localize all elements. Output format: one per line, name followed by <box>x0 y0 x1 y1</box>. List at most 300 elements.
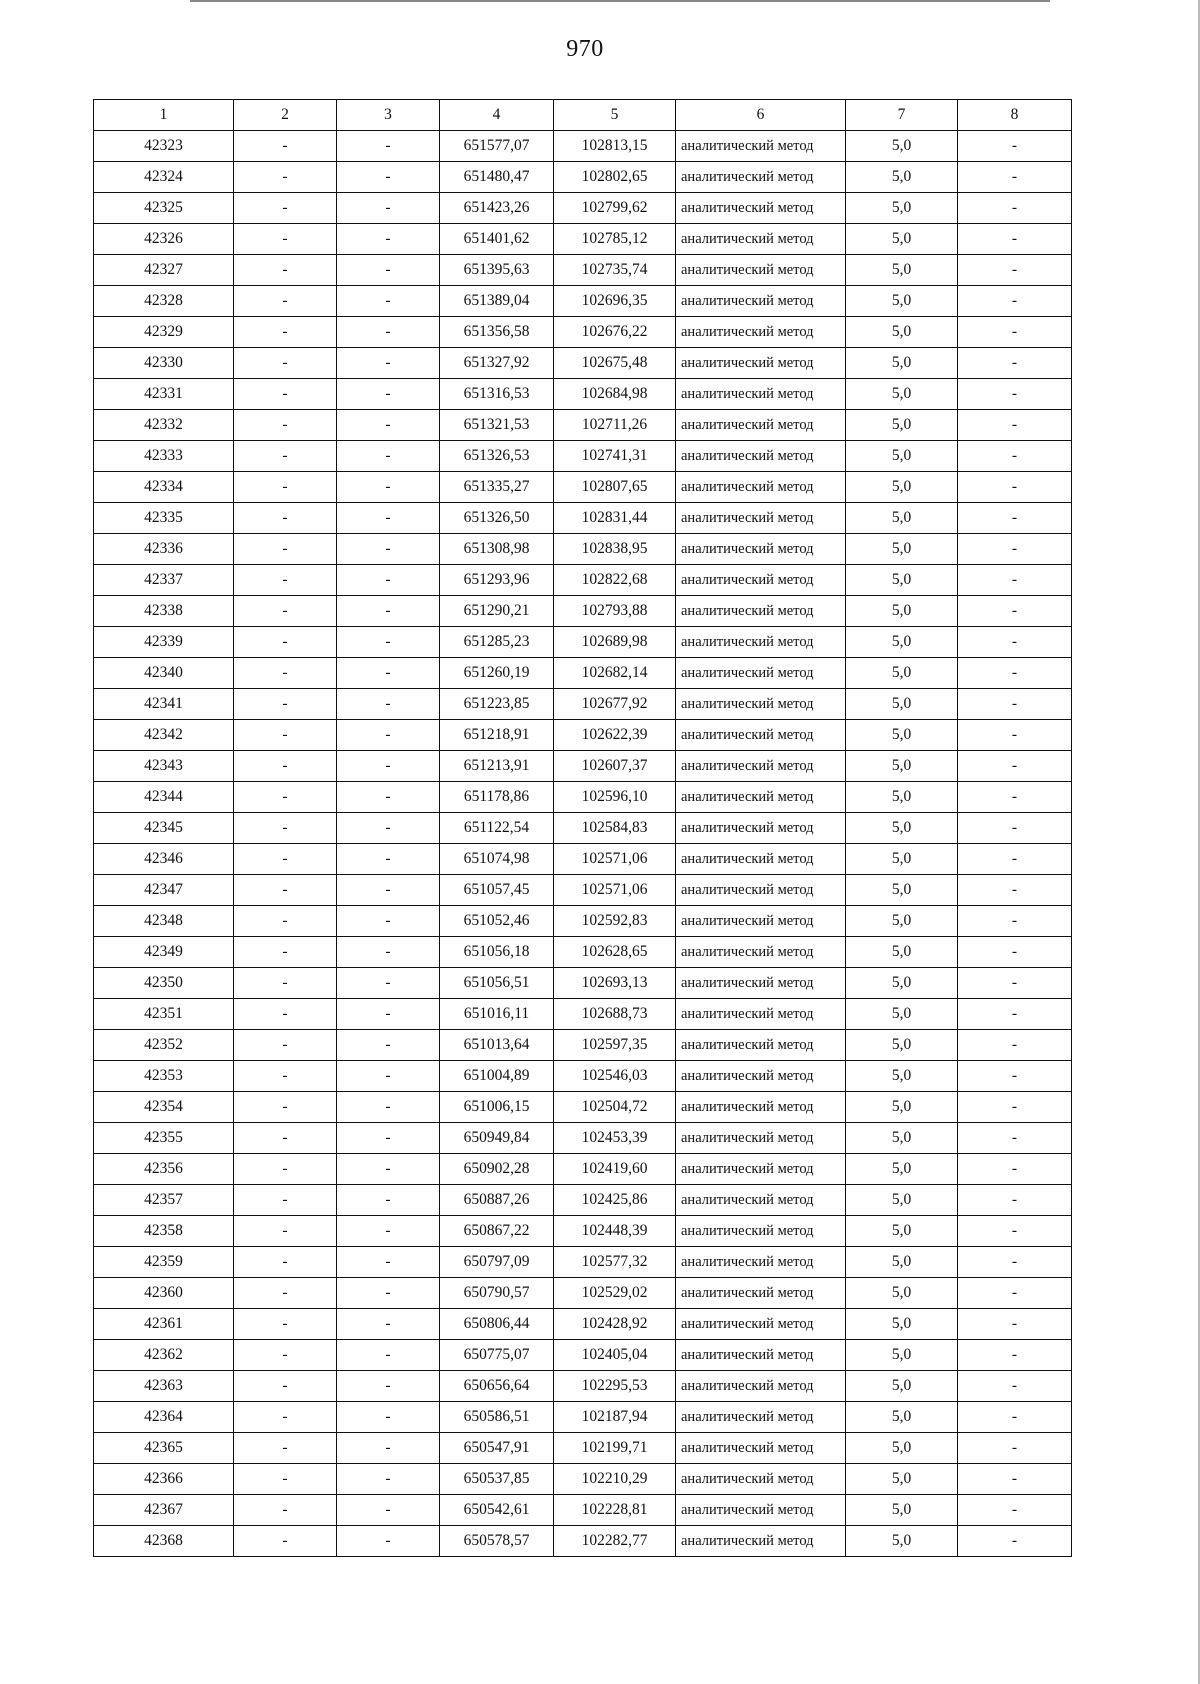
table-row <box>94 1216 1072 1247</box>
cell-coord-y: 102677,92 <box>554 689 676 720</box>
cell-col-8-value: - <box>958 534 1072 565</box>
cell-col-8-value: - <box>958 596 1072 627</box>
cell-col-2-value: - <box>234 1216 337 1247</box>
cell-accuracy: 5,0 <box>846 255 958 286</box>
cell-coord-y: 102419,60 <box>554 1154 676 1185</box>
table-row <box>94 162 1072 193</box>
cell-point-number: 42344 <box>94 782 234 813</box>
cell-accuracy: 5,0 <box>846 348 958 379</box>
table-row <box>94 1371 1072 1402</box>
cell-col-8-value: - <box>958 1092 1072 1123</box>
cell-accuracy: 5,0 <box>846 596 958 627</box>
cell-accuracy: 5,0 <box>846 1495 958 1526</box>
cell-point-number: 42353 <box>94 1061 234 1092</box>
cell-point-number: 42340 <box>94 658 234 689</box>
cell-coord-y: 102785,12 <box>554 224 676 255</box>
cell-col-8-value: - <box>958 720 1072 751</box>
cell-col-2-value: - <box>234 1402 337 1433</box>
table-row <box>94 286 1072 317</box>
cell-coord-x: 651327,92 <box>440 348 554 379</box>
cell-coord-x: 651285,23 <box>440 627 554 658</box>
cell-method: аналитический метод <box>676 286 846 317</box>
cell-point-number: 42346 <box>94 844 234 875</box>
cell-col-3-value: - <box>337 999 440 1030</box>
cell-coord-x: 651308,98 <box>440 534 554 565</box>
cell-coord-x: 650542,61 <box>440 1495 554 1526</box>
cell-method: аналитический метод <box>676 1309 846 1340</box>
cell-col-8-value: - <box>958 844 1072 875</box>
cell-method: аналитический метод <box>676 751 846 782</box>
column-header: 4 <box>440 100 554 131</box>
cell-col-3-value: - <box>337 937 440 968</box>
cell-coord-x: 651013,64 <box>440 1030 554 1061</box>
cell-accuracy: 5,0 <box>846 937 958 968</box>
cell-col-3-value: - <box>337 1309 440 1340</box>
cell-col-3-value: - <box>337 1495 440 1526</box>
table-row <box>94 441 1072 472</box>
cell-col-3-value: - <box>337 968 440 999</box>
cell-col-3-value: - <box>337 813 440 844</box>
cell-accuracy: 5,0 <box>846 1464 958 1495</box>
table-row <box>94 1433 1072 1464</box>
cell-coord-y: 102405,04 <box>554 1340 676 1371</box>
cell-method: аналитический метод <box>676 1030 846 1061</box>
cell-coord-x: 651395,63 <box>440 255 554 286</box>
cell-point-number: 42324 <box>94 162 234 193</box>
cell-col-3-value: - <box>337 162 440 193</box>
coordinates-table <box>93 99 1072 1557</box>
cell-point-number: 42354 <box>94 1092 234 1123</box>
cell-coord-y: 102228,81 <box>554 1495 676 1526</box>
cell-accuracy: 5,0 <box>846 472 958 503</box>
cell-coord-x: 651577,07 <box>440 131 554 162</box>
cell-coord-y: 102453,39 <box>554 1123 676 1154</box>
cell-point-number: 42332 <box>94 410 234 441</box>
cell-accuracy: 5,0 <box>846 968 958 999</box>
cell-method: аналитический метод <box>676 1340 846 1371</box>
cell-coord-x: 651335,27 <box>440 472 554 503</box>
column-header: 6 <box>676 100 846 131</box>
cell-point-number: 42358 <box>94 1216 234 1247</box>
cell-coord-x: 651321,53 <box>440 410 554 441</box>
cell-col-2-value: - <box>234 596 337 627</box>
cell-col-3-value: - <box>337 1278 440 1309</box>
cell-method: аналитический метод <box>676 162 846 193</box>
cell-method: аналитический метод <box>676 1247 846 1278</box>
cell-accuracy: 5,0 <box>846 720 958 751</box>
cell-col-3-value: - <box>337 348 440 379</box>
cell-col-2-value: - <box>234 658 337 689</box>
cell-col-2-value: - <box>234 1185 337 1216</box>
cell-coord-x: 650790,57 <box>440 1278 554 1309</box>
cell-accuracy: 5,0 <box>846 193 958 224</box>
cell-coord-x: 651480,47 <box>440 162 554 193</box>
cell-point-number: 42361 <box>94 1309 234 1340</box>
cell-col-8-value: - <box>958 472 1072 503</box>
column-header: 1 <box>94 100 234 131</box>
cell-col-3-value: - <box>337 379 440 410</box>
cell-col-3-value: - <box>337 193 440 224</box>
cell-col-2-value: - <box>234 844 337 875</box>
cell-coord-x: 650775,07 <box>440 1340 554 1371</box>
cell-method: аналитический метод <box>676 441 846 472</box>
cell-method: аналитический метод <box>676 317 846 348</box>
cell-coord-x: 651057,45 <box>440 875 554 906</box>
table-row <box>94 1309 1072 1340</box>
cell-coord-y: 102813,15 <box>554 131 676 162</box>
cell-col-2-value: - <box>234 441 337 472</box>
cell-method: аналитический метод <box>676 255 846 286</box>
cell-accuracy: 5,0 <box>846 1061 958 1092</box>
cell-coord-x: 651218,91 <box>440 720 554 751</box>
table-row <box>94 1123 1072 1154</box>
cell-coord-x: 651316,53 <box>440 379 554 410</box>
cell-col-2-value: - <box>234 1061 337 1092</box>
cell-col-3-value: - <box>337 1402 440 1433</box>
cell-col-2-value: - <box>234 906 337 937</box>
cell-col-2-value: - <box>234 1278 337 1309</box>
cell-accuracy: 5,0 <box>846 844 958 875</box>
cell-accuracy: 5,0 <box>846 1402 958 1433</box>
table-row <box>94 224 1072 255</box>
cell-coord-x: 651004,89 <box>440 1061 554 1092</box>
cell-coord-y: 102822,68 <box>554 565 676 596</box>
cell-col-8-value: - <box>958 1154 1072 1185</box>
cell-col-2-value: - <box>234 968 337 999</box>
cell-col-3-value: - <box>337 1030 440 1061</box>
cell-method: аналитический метод <box>676 1278 846 1309</box>
column-header: 3 <box>337 100 440 131</box>
table-row <box>94 999 1072 1030</box>
table-row <box>94 1030 1072 1061</box>
cell-point-number: 42347 <box>94 875 234 906</box>
cell-col-3-value: - <box>337 1433 440 1464</box>
cell-col-8-value: - <box>958 1309 1072 1340</box>
cell-accuracy: 5,0 <box>846 224 958 255</box>
cell-method: аналитический метод <box>676 1433 846 1464</box>
cell-col-3-value: - <box>337 534 440 565</box>
cell-method: аналитический метод <box>676 1061 846 1092</box>
table-row <box>94 1092 1072 1123</box>
cell-col-2-value: - <box>234 317 337 348</box>
cell-col-8-value: - <box>958 875 1072 906</box>
cell-method: аналитический метод <box>676 503 846 534</box>
cell-accuracy: 5,0 <box>846 906 958 937</box>
cell-coord-y: 102676,22 <box>554 317 676 348</box>
cell-coord-x: 651052,46 <box>440 906 554 937</box>
cell-coord-y: 102295,53 <box>554 1371 676 1402</box>
cell-accuracy: 5,0 <box>846 317 958 348</box>
cell-col-2-value: - <box>234 1340 337 1371</box>
cell-col-2-value: - <box>234 348 337 379</box>
cell-col-2-value: - <box>234 937 337 968</box>
cell-col-8-value: - <box>958 1433 1072 1464</box>
cell-col-2-value: - <box>234 782 337 813</box>
page-number: 970 <box>566 36 604 62</box>
coordinates-table-container <box>93 99 1071 1557</box>
cell-accuracy: 5,0 <box>846 565 958 596</box>
column-header: 2 <box>234 100 337 131</box>
cell-col-8-value: - <box>958 379 1072 410</box>
cell-method: аналитический метод <box>676 1154 846 1185</box>
cell-coord-x: 651056,18 <box>440 937 554 968</box>
cell-coord-y: 102210,29 <box>554 1464 676 1495</box>
table-row <box>94 1526 1072 1557</box>
cell-method: аналитический метод <box>676 193 846 224</box>
cell-coord-x: 651056,51 <box>440 968 554 999</box>
cell-col-2-value: - <box>234 875 337 906</box>
cell-method: аналитический метод <box>676 906 846 937</box>
cell-accuracy: 5,0 <box>846 1371 958 1402</box>
cell-col-3-value: - <box>337 1247 440 1278</box>
cell-point-number: 42323 <box>94 131 234 162</box>
cell-coord-x: 651401,62 <box>440 224 554 255</box>
cell-coord-y: 102628,65 <box>554 937 676 968</box>
cell-accuracy: 5,0 <box>846 441 958 472</box>
cell-accuracy: 5,0 <box>846 1340 958 1371</box>
cell-point-number: 42342 <box>94 720 234 751</box>
table-row <box>94 782 1072 813</box>
cell-col-8-value: - <box>958 658 1072 689</box>
cell-coord-x: 650586,51 <box>440 1402 554 1433</box>
table-row <box>94 1464 1072 1495</box>
cell-point-number: 42338 <box>94 596 234 627</box>
table-row <box>94 503 1072 534</box>
cell-coord-y: 102696,35 <box>554 286 676 317</box>
table-row <box>94 596 1072 627</box>
cell-col-8-value: - <box>958 627 1072 658</box>
cell-method: аналитический метод <box>676 782 846 813</box>
cell-col-8-value: - <box>958 565 1072 596</box>
cell-point-number: 42363 <box>94 1371 234 1402</box>
cell-col-8-value: - <box>958 906 1072 937</box>
cell-coord-x: 650902,28 <box>440 1154 554 1185</box>
cell-col-3-value: - <box>337 317 440 348</box>
cell-col-3-value: - <box>337 410 440 441</box>
cell-method: аналитический метод <box>676 658 846 689</box>
cell-col-2-value: - <box>234 131 337 162</box>
column-header: 7 <box>846 100 958 131</box>
cell-accuracy: 5,0 <box>846 689 958 720</box>
cell-col-3-value: - <box>337 751 440 782</box>
table-row <box>94 565 1072 596</box>
cell-coord-y: 102807,65 <box>554 472 676 503</box>
cell-col-3-value: - <box>337 503 440 534</box>
cell-coord-y: 102187,94 <box>554 1402 676 1433</box>
cell-coord-x: 651293,96 <box>440 565 554 596</box>
cell-coord-y: 102571,06 <box>554 844 676 875</box>
cell-col-8-value: - <box>958 1030 1072 1061</box>
cell-col-2-value: - <box>234 1526 337 1557</box>
cell-accuracy: 5,0 <box>846 1526 958 1557</box>
cell-point-number: 42360 <box>94 1278 234 1309</box>
cell-col-3-value: - <box>337 875 440 906</box>
table-row <box>94 193 1072 224</box>
table-header-row <box>94 100 1072 131</box>
cell-col-3-value: - <box>337 472 440 503</box>
cell-coord-y: 102688,73 <box>554 999 676 1030</box>
cell-coord-x: 651389,04 <box>440 286 554 317</box>
cell-coord-x: 651326,53 <box>440 441 554 472</box>
cell-accuracy: 5,0 <box>846 875 958 906</box>
cell-coord-y: 102684,98 <box>554 379 676 410</box>
cell-col-2-value: - <box>234 751 337 782</box>
cell-point-number: 42328 <box>94 286 234 317</box>
cell-col-8-value: - <box>958 503 1072 534</box>
cell-col-3-value: - <box>337 627 440 658</box>
cell-point-number: 42350 <box>94 968 234 999</box>
cell-coord-y: 102571,06 <box>554 875 676 906</box>
cell-col-2-value: - <box>234 162 337 193</box>
cell-accuracy: 5,0 <box>846 286 958 317</box>
table-row <box>94 844 1072 875</box>
cell-col-2-value: - <box>234 286 337 317</box>
cell-point-number: 42365 <box>94 1433 234 1464</box>
cell-coord-y: 102802,65 <box>554 162 676 193</box>
cell-col-8-value: - <box>958 937 1072 968</box>
cell-coord-x: 651260,19 <box>440 658 554 689</box>
cell-accuracy: 5,0 <box>846 751 958 782</box>
cell-col-2-value: - <box>234 1371 337 1402</box>
table-row <box>94 348 1072 379</box>
table-row <box>94 410 1072 441</box>
cell-coord-y: 102741,31 <box>554 441 676 472</box>
cell-col-2-value: - <box>234 1030 337 1061</box>
cell-method: аналитический метод <box>676 1092 846 1123</box>
cell-coord-x: 650578,57 <box>440 1526 554 1557</box>
cell-col-3-value: - <box>337 658 440 689</box>
cell-col-2-value: - <box>234 1309 337 1340</box>
cell-accuracy: 5,0 <box>846 1123 958 1154</box>
cell-point-number: 42325 <box>94 193 234 224</box>
cell-coord-x: 650806,44 <box>440 1309 554 1340</box>
cell-col-3-value: - <box>337 1526 440 1557</box>
cell-point-number: 42341 <box>94 689 234 720</box>
cell-coord-y: 102711,26 <box>554 410 676 441</box>
cell-point-number: 42330 <box>94 348 234 379</box>
cell-coord-y: 102584,83 <box>554 813 676 844</box>
cell-col-3-value: - <box>337 1061 440 1092</box>
cell-col-3-value: - <box>337 1185 440 1216</box>
cell-accuracy: 5,0 <box>846 1030 958 1061</box>
cell-coord-x: 650867,22 <box>440 1216 554 1247</box>
cell-method: аналитический метод <box>676 875 846 906</box>
cell-col-8-value: - <box>958 999 1072 1030</box>
table-row <box>94 534 1072 565</box>
cell-col-3-value: - <box>337 1123 440 1154</box>
table-row <box>94 131 1072 162</box>
table-row <box>94 813 1072 844</box>
cell-coord-y: 102546,03 <box>554 1061 676 1092</box>
cell-method: аналитический метод <box>676 999 846 1030</box>
cell-method: аналитический метод <box>676 1495 846 1526</box>
cell-accuracy: 5,0 <box>846 627 958 658</box>
cell-col-2-value: - <box>234 1092 337 1123</box>
cell-accuracy: 5,0 <box>846 658 958 689</box>
cell-accuracy: 5,0 <box>846 999 958 1030</box>
cell-col-8-value: - <box>958 286 1072 317</box>
cell-col-2-value: - <box>234 255 337 286</box>
cell-coord-y: 102831,44 <box>554 503 676 534</box>
cell-coord-x: 650887,26 <box>440 1185 554 1216</box>
cell-col-8-value: - <box>958 317 1072 348</box>
cell-coord-y: 102675,48 <box>554 348 676 379</box>
cell-col-2-value: - <box>234 1123 337 1154</box>
cell-accuracy: 5,0 <box>846 1309 958 1340</box>
cell-coord-y: 102428,92 <box>554 1309 676 1340</box>
cell-coord-y: 102448,39 <box>554 1216 676 1247</box>
cell-col-2-value: - <box>234 224 337 255</box>
cell-col-3-value: - <box>337 1371 440 1402</box>
cell-method: аналитический метод <box>676 720 846 751</box>
cell-coord-y: 102592,83 <box>554 906 676 937</box>
table-row <box>94 875 1072 906</box>
table-row <box>94 689 1072 720</box>
column-header: 5 <box>554 100 676 131</box>
cell-col-3-value: - <box>337 596 440 627</box>
cell-col-8-value: - <box>958 1061 1072 1092</box>
table-row <box>94 658 1072 689</box>
cell-point-number: 42343 <box>94 751 234 782</box>
cell-point-number: 42367 <box>94 1495 234 1526</box>
cell-col-2-value: - <box>234 410 337 441</box>
cell-point-number: 42336 <box>94 534 234 565</box>
cell-col-2-value: - <box>234 1464 337 1495</box>
cell-point-number: 42335 <box>94 503 234 534</box>
cell-point-number: 42327 <box>94 255 234 286</box>
cell-method: аналитический метод <box>676 379 846 410</box>
cell-col-8-value: - <box>958 1371 1072 1402</box>
cell-col-2-value: - <box>234 1495 337 1526</box>
table-row <box>94 472 1072 503</box>
cell-col-8-value: - <box>958 441 1072 472</box>
table-row <box>94 379 1072 410</box>
cell-accuracy: 5,0 <box>846 162 958 193</box>
cell-method: аналитический метод <box>676 937 846 968</box>
cell-col-8-value: - <box>958 1464 1072 1495</box>
table-row <box>94 627 1072 658</box>
cell-col-8-value: - <box>958 162 1072 193</box>
cell-coord-x: 650656,64 <box>440 1371 554 1402</box>
cell-col-3-value: - <box>337 565 440 596</box>
cell-col-2-value: - <box>234 565 337 596</box>
table-row <box>94 720 1072 751</box>
cell-coord-y: 102504,72 <box>554 1092 676 1123</box>
cell-method: аналитический метод <box>676 565 846 596</box>
cell-method: аналитический метод <box>676 410 846 441</box>
cell-col-8-value: - <box>958 1526 1072 1557</box>
cell-col-8-value: - <box>958 1123 1072 1154</box>
cell-coord-y: 102799,62 <box>554 193 676 224</box>
column-header: 8 <box>958 100 1072 131</box>
cell-point-number: 42348 <box>94 906 234 937</box>
table-row <box>94 255 1072 286</box>
cell-coord-x: 651074,98 <box>440 844 554 875</box>
cell-col-8-value: - <box>958 1247 1072 1278</box>
cell-method: аналитический метод <box>676 348 846 379</box>
cell-col-3-value: - <box>337 441 440 472</box>
cell-col-3-value: - <box>337 286 440 317</box>
cell-coord-y: 102838,95 <box>554 534 676 565</box>
cell-col-3-value: - <box>337 1340 440 1371</box>
cell-col-3-value: - <box>337 1154 440 1185</box>
cell-method: аналитический метод <box>676 1185 846 1216</box>
cell-method: аналитический метод <box>676 627 846 658</box>
cell-point-number: 42337 <box>94 565 234 596</box>
cell-point-number: 42334 <box>94 472 234 503</box>
cell-method: аналитический метод <box>676 968 846 999</box>
cell-accuracy: 5,0 <box>846 813 958 844</box>
